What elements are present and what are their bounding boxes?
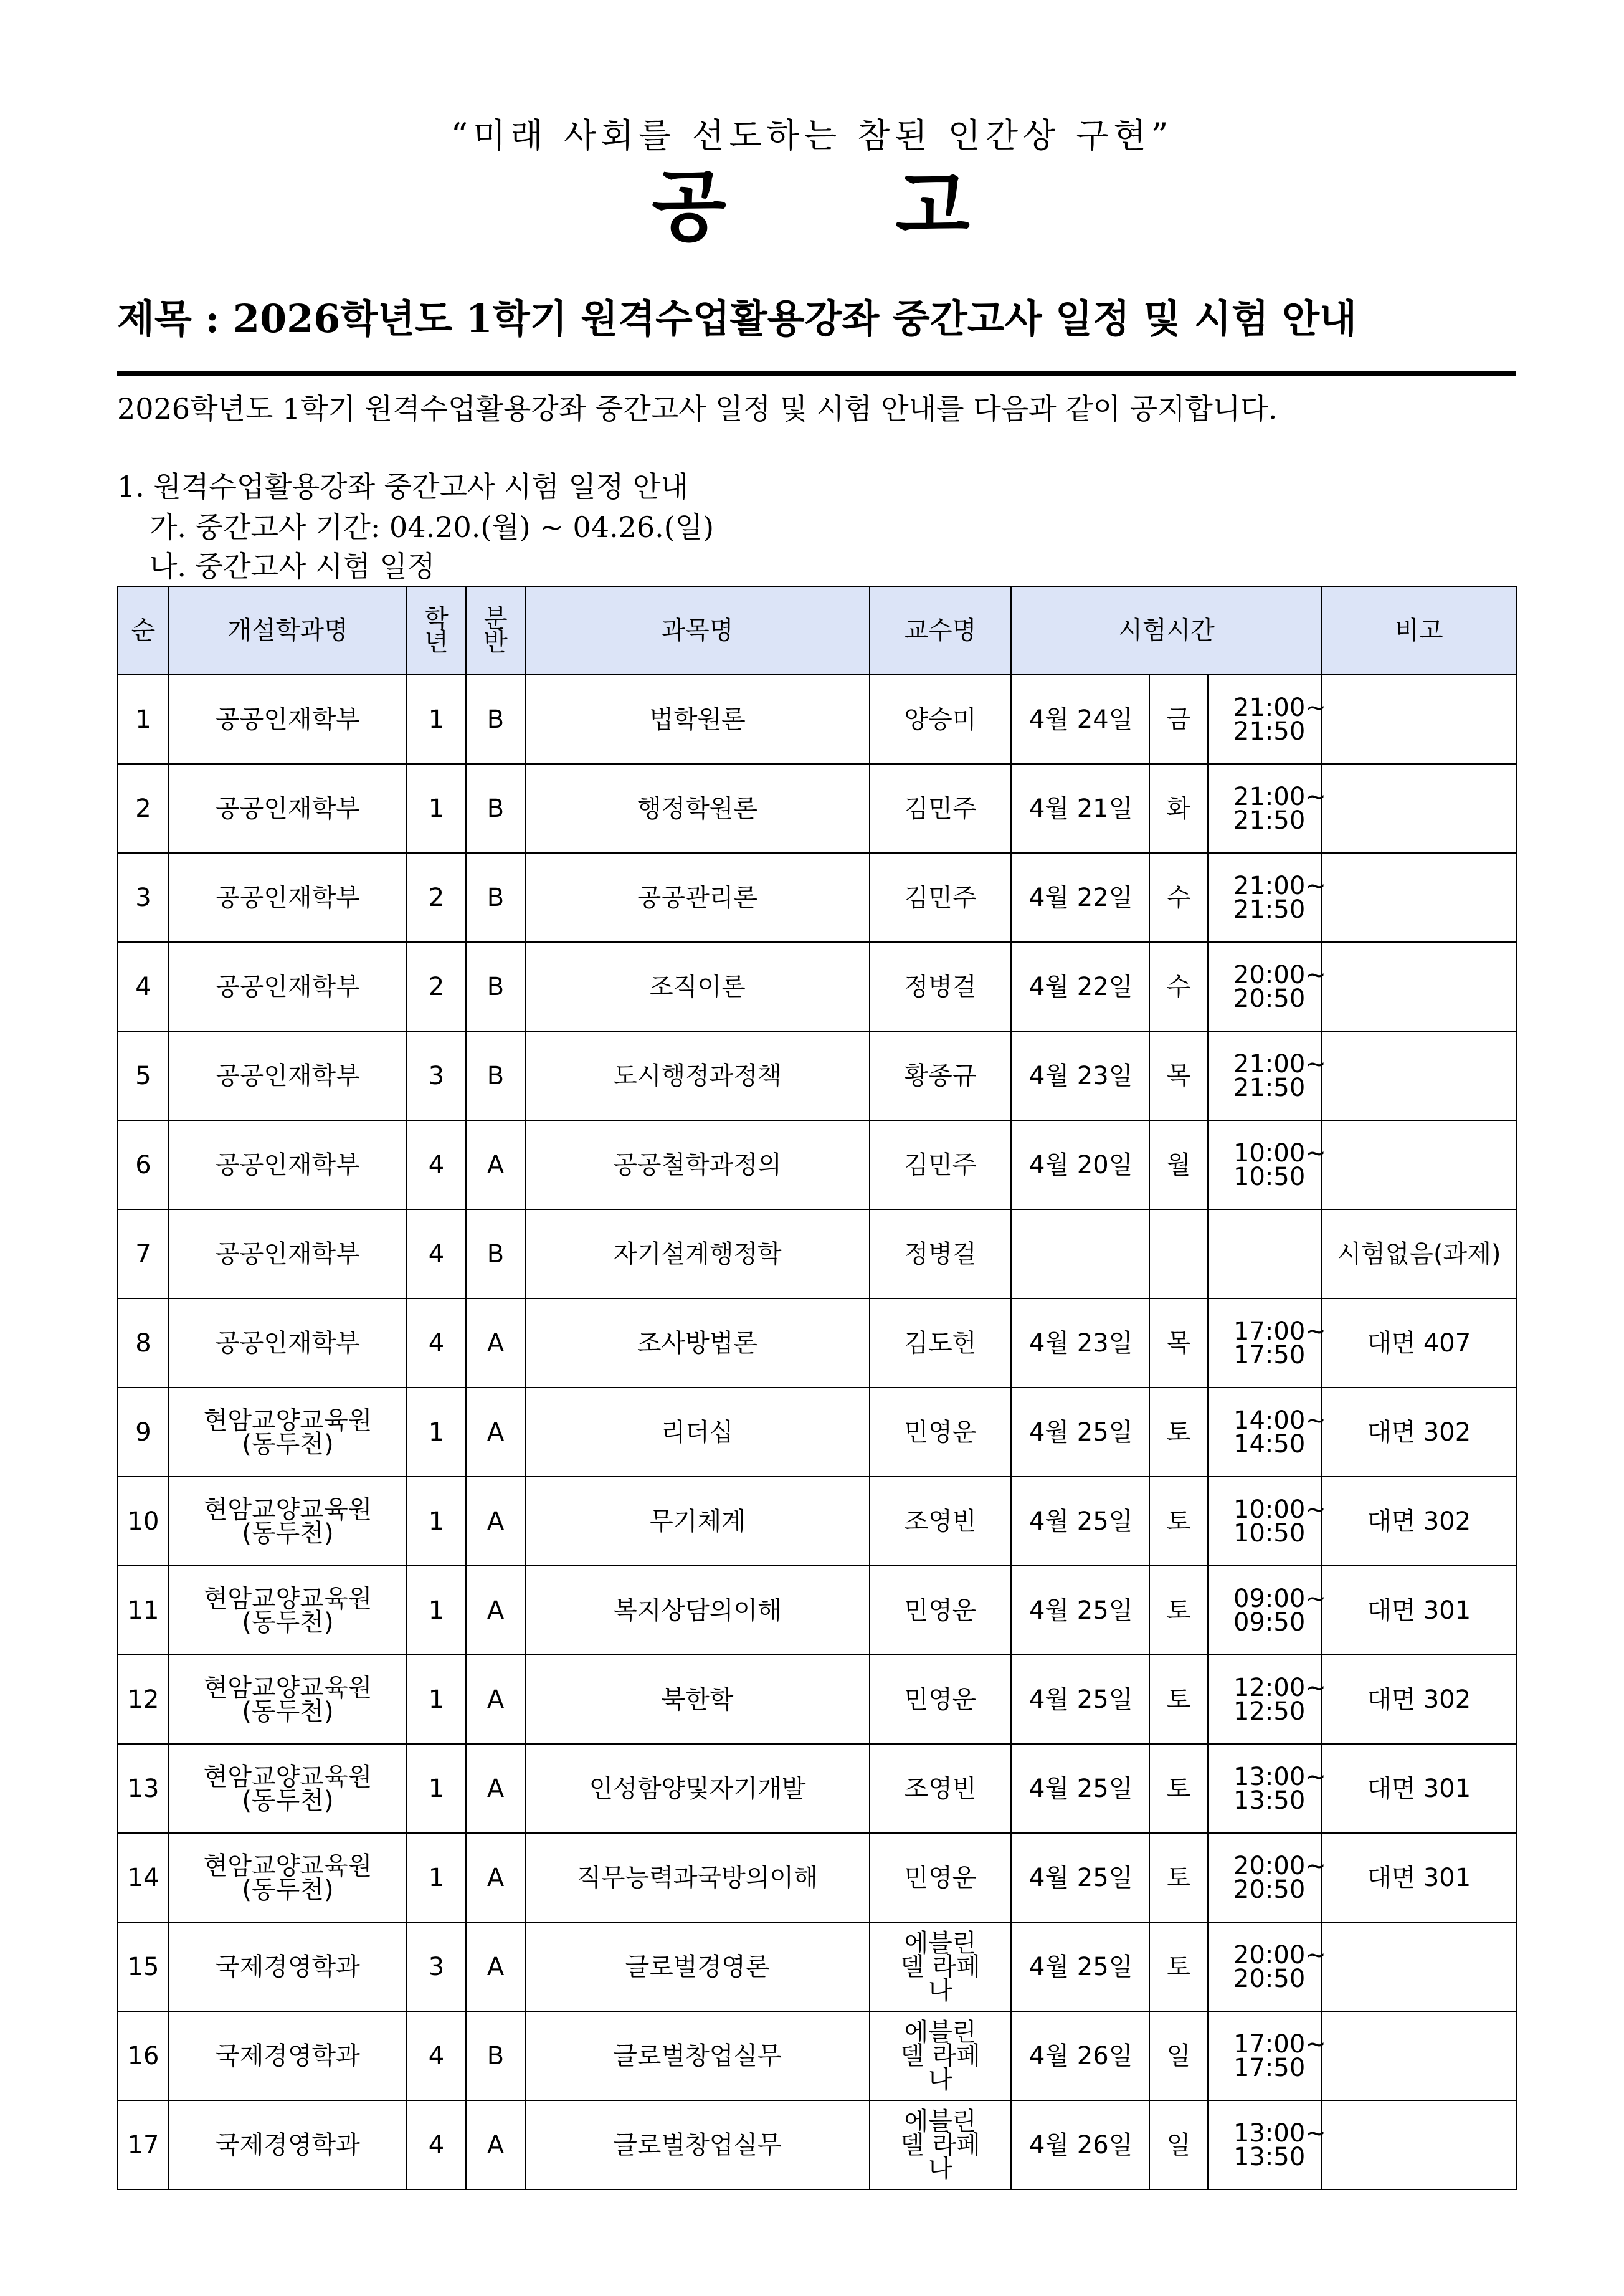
row-professor: 민영운 bbox=[870, 1833, 1011, 1922]
row-time: 10:00~ 10:50 bbox=[1208, 1120, 1322, 1209]
header-course: 과목명 bbox=[525, 586, 870, 675]
row-course: 리더십 bbox=[525, 1388, 870, 1477]
row-day: 토 bbox=[1149, 1922, 1208, 2011]
row-day: 금 bbox=[1149, 675, 1208, 764]
row-time: 12:00~ 12:50 bbox=[1208, 1655, 1322, 1744]
row-no: 8 bbox=[118, 1298, 169, 1388]
row-day: 수 bbox=[1149, 853, 1208, 942]
row-note: 대면 302 bbox=[1322, 1477, 1516, 1566]
header-section: 분반 bbox=[466, 586, 525, 675]
row-dept: 공공인재학부 bbox=[169, 942, 407, 1031]
row-day: 토 bbox=[1149, 1477, 1208, 1566]
row-note: 대면 302 bbox=[1322, 1655, 1516, 1744]
row-professor: 에블린델 라페나 bbox=[870, 2011, 1011, 2100]
row-day: 수 bbox=[1149, 942, 1208, 1031]
row-course: 행정학원론 bbox=[525, 764, 870, 853]
row-dept: 공공인재학부 bbox=[169, 764, 407, 853]
row-date: 4월 25일 bbox=[1011, 1655, 1149, 1744]
row-course: 조직이론 bbox=[525, 942, 870, 1031]
table-row bbox=[118, 1477, 1516, 1566]
row-section: A bbox=[466, 1388, 525, 1477]
row-note bbox=[1322, 1120, 1516, 1209]
exam-schedule-table bbox=[117, 586, 1517, 2190]
row-note bbox=[1322, 942, 1516, 1031]
row-time: 17:00~ 17:50 bbox=[1208, 2011, 1322, 2100]
row-note: 대면 302 bbox=[1322, 1388, 1516, 1477]
row-dept: 현암교양교육원 (동두천) bbox=[169, 1566, 407, 1655]
row-time: 14:00~ 14:50 bbox=[1208, 1388, 1322, 1477]
table-row bbox=[118, 1298, 1516, 1388]
table-row bbox=[118, 1209, 1516, 1298]
row-year: 1 bbox=[407, 675, 466, 764]
row-day: 토 bbox=[1149, 1388, 1208, 1477]
row-section: B bbox=[466, 942, 525, 1031]
row-note bbox=[1322, 675, 1516, 764]
row-professor: 민영운 bbox=[870, 1655, 1011, 1744]
row-no: 13 bbox=[118, 1744, 169, 1833]
row-year: 1 bbox=[407, 1744, 466, 1833]
row-note: 대면 301 bbox=[1322, 1744, 1516, 1833]
table-row bbox=[118, 1388, 1516, 1477]
row-year: 2 bbox=[407, 942, 466, 1031]
row-section: B bbox=[466, 675, 525, 764]
row-course: 무기체계 bbox=[525, 1477, 870, 1566]
table-row bbox=[118, 1120, 1516, 1209]
row-note bbox=[1322, 1922, 1516, 2011]
row-year: 4 bbox=[407, 1120, 466, 1209]
row-dept: 현암교양교육원 (동두천) bbox=[169, 1388, 407, 1477]
row-note bbox=[1322, 2011, 1516, 2100]
table-row bbox=[118, 1744, 1516, 1833]
row-dept: 현암교양교육원 (동두천) bbox=[169, 1655, 407, 1744]
page-title: 공 고 bbox=[652, 161, 972, 252]
row-note: 대면 407 bbox=[1322, 1298, 1516, 1388]
row-section: A bbox=[466, 1120, 525, 1209]
schedule-label: 나. 중간고사 시험 일정 bbox=[150, 550, 435, 583]
row-note: 대면 301 bbox=[1322, 1833, 1516, 1922]
row-time: 10:00~ 10:50 bbox=[1208, 1477, 1322, 1566]
row-no: 10 bbox=[118, 1477, 169, 1566]
row-dept: 공공인재학부 bbox=[169, 675, 407, 764]
row-year: 1 bbox=[407, 1566, 466, 1655]
row-year: 3 bbox=[407, 1922, 466, 2011]
row-section: A bbox=[466, 1922, 525, 2011]
row-no: 7 bbox=[118, 1209, 169, 1298]
row-no: 9 bbox=[118, 1388, 169, 1477]
row-professor: 정병걸 bbox=[870, 942, 1011, 1031]
row-course: 자기설계행정학 bbox=[525, 1209, 870, 1298]
row-professor: 황종규 bbox=[870, 1031, 1011, 1120]
row-time: 21:00~ 21:50 bbox=[1208, 853, 1322, 942]
row-no: 16 bbox=[118, 2011, 169, 2100]
header-dept: 개설학과명 bbox=[169, 586, 407, 675]
row-time: 21:00~ 21:50 bbox=[1208, 764, 1322, 853]
slogan: “미래 사회를 선도하는 참된 인간상 구현” bbox=[450, 116, 1174, 155]
row-professor: 조영빈 bbox=[870, 1744, 1011, 1833]
row-course: 복지상담의이해 bbox=[525, 1566, 870, 1655]
table-row bbox=[118, 1922, 1516, 2011]
row-section: B bbox=[466, 1209, 525, 1298]
row-professor: 김민주 bbox=[870, 853, 1011, 942]
row-no: 2 bbox=[118, 764, 169, 853]
row-date: 4월 25일 bbox=[1011, 1388, 1149, 1477]
row-year: 4 bbox=[407, 2011, 466, 2100]
row-dept: 공공인재학부 bbox=[169, 853, 407, 942]
row-no: 14 bbox=[118, 1833, 169, 1922]
row-section: B bbox=[466, 764, 525, 853]
row-dept: 국제경영학과 bbox=[169, 2011, 407, 2100]
row-course: 공공관리론 bbox=[525, 853, 870, 942]
row-course: 직무능력과국방의이해 bbox=[525, 1833, 870, 1922]
row-time: 17:00~ 17:50 bbox=[1208, 1298, 1322, 1388]
row-date: 4월 22일 bbox=[1011, 942, 1149, 1031]
row-year: 4 bbox=[407, 1298, 466, 1388]
row-date: 4월 22일 bbox=[1011, 853, 1149, 942]
row-day: 토 bbox=[1149, 1744, 1208, 1833]
row-professor: 에블린델 라페나 bbox=[870, 2100, 1011, 2189]
row-day: 화 bbox=[1149, 764, 1208, 853]
row-course: 도시행정과정책 bbox=[525, 1031, 870, 1120]
row-time: 09:00~ 09:50 bbox=[1208, 1566, 1322, 1655]
row-year: 1 bbox=[407, 1388, 466, 1477]
row-time bbox=[1208, 1209, 1322, 1298]
row-note: 시험없음(과제) bbox=[1322, 1209, 1516, 1298]
row-no: 6 bbox=[118, 1120, 169, 1209]
row-course: 북한학 bbox=[525, 1655, 870, 1744]
row-date: 4월 25일 bbox=[1011, 1833, 1149, 1922]
exam-period: 가. 중간고사 기간: 04.20.(월) ~ 04.26.(일) bbox=[150, 510, 715, 544]
header-professor: 교수명 bbox=[870, 586, 1011, 675]
row-no: 17 bbox=[118, 2100, 169, 2189]
row-dept: 국제경영학과 bbox=[169, 2100, 407, 2189]
row-date: 4월 25일 bbox=[1011, 1744, 1149, 1833]
table-row bbox=[118, 1566, 1516, 1655]
row-day: 목 bbox=[1149, 1031, 1208, 1120]
row-note bbox=[1322, 853, 1516, 942]
row-year: 1 bbox=[407, 1833, 466, 1922]
section-title: 1. 원격수업활용강좌 중간고사 시험 일정 안내 bbox=[117, 470, 688, 503]
row-no: 15 bbox=[118, 1922, 169, 2011]
row-dept: 공공인재학부 bbox=[169, 1031, 407, 1120]
row-section: B bbox=[466, 1031, 525, 1120]
row-professor: 에블린델 라페나 bbox=[870, 1922, 1011, 2011]
row-note bbox=[1322, 764, 1516, 853]
row-date: 4월 23일 bbox=[1011, 1298, 1149, 1388]
row-time: 21:00~ 21:50 bbox=[1208, 1031, 1322, 1120]
table-row bbox=[118, 853, 1516, 942]
row-year: 2 bbox=[407, 853, 466, 942]
table-row bbox=[118, 1031, 1516, 1120]
row-year: 1 bbox=[407, 1477, 466, 1566]
row-time: 20:00~ 20:50 bbox=[1208, 1922, 1322, 2011]
row-course: 공공철학과정의 bbox=[525, 1120, 870, 1209]
row-day: 일 bbox=[1149, 2011, 1208, 2100]
row-section: B bbox=[466, 2011, 525, 2100]
notice-subject: 제목 : 2026학년도 1학기 원격수업활용강좌 중간고사 일정 및 시험 안내 bbox=[117, 296, 1357, 341]
row-no: 1 bbox=[118, 675, 169, 764]
row-year: 1 bbox=[407, 764, 466, 853]
row-day: 월 bbox=[1149, 1120, 1208, 1209]
row-time: 13:00~ 13:50 bbox=[1208, 1744, 1322, 1833]
row-professor: 김민주 bbox=[870, 1120, 1011, 1209]
header-time: 시험시간 bbox=[1011, 586, 1322, 675]
row-date: 4월 26일 bbox=[1011, 2100, 1149, 2189]
row-year: 4 bbox=[407, 2100, 466, 2189]
row-day: 토 bbox=[1149, 1655, 1208, 1744]
row-no: 11 bbox=[118, 1566, 169, 1655]
row-time: 20:00~ 20:50 bbox=[1208, 942, 1322, 1031]
table-row bbox=[118, 675, 1516, 764]
row-year: 3 bbox=[407, 1031, 466, 1120]
row-no: 12 bbox=[118, 1655, 169, 1744]
table-row bbox=[118, 942, 1516, 1031]
row-section: B bbox=[466, 853, 525, 942]
row-section: A bbox=[466, 1655, 525, 1744]
row-course: 글로벌창업실무 bbox=[525, 2100, 870, 2189]
title-divider bbox=[117, 371, 1516, 376]
row-section: A bbox=[466, 1298, 525, 1388]
table-row bbox=[118, 1655, 1516, 1744]
row-course: 인성함양및자기개발 bbox=[525, 1744, 870, 1833]
row-course: 글로벌창업실무 bbox=[525, 2011, 870, 2100]
row-professor: 정병걸 bbox=[870, 1209, 1011, 1298]
intro-text: 2026학년도 1학기 원격수업활용강좌 중간고사 일정 및 시험 안내를 다음과 같이 공지합니다. bbox=[117, 392, 1278, 426]
row-section: A bbox=[466, 1477, 525, 1566]
row-dept: 공공인재학부 bbox=[169, 1209, 407, 1298]
row-dept: 현암교양교육원 (동두천) bbox=[169, 1477, 407, 1566]
row-day: 토 bbox=[1149, 1833, 1208, 1922]
row-date: 4월 25일 bbox=[1011, 1922, 1149, 2011]
header-no: 순 bbox=[118, 586, 169, 675]
row-no: 5 bbox=[118, 1031, 169, 1120]
row-professor: 김민주 bbox=[870, 764, 1011, 853]
row-date: 4월 25일 bbox=[1011, 1477, 1149, 1566]
table-row bbox=[118, 764, 1516, 853]
header-year: 학년 bbox=[407, 586, 466, 675]
row-professor: 김도헌 bbox=[870, 1298, 1011, 1388]
row-time: 13:00~ 13:50 bbox=[1208, 2100, 1322, 2189]
row-day: 일 bbox=[1149, 2100, 1208, 2189]
row-professor: 민영운 bbox=[870, 1566, 1011, 1655]
row-course: 글로벌경영론 bbox=[525, 1922, 870, 2011]
row-dept: 공공인재학부 bbox=[169, 1298, 407, 1388]
row-date: 4월 20일 bbox=[1011, 1120, 1149, 1209]
table-row bbox=[118, 2011, 1516, 2100]
row-year: 4 bbox=[407, 1209, 466, 1298]
row-dept: 현암교양교육원 (동두천) bbox=[169, 1833, 407, 1922]
table-row bbox=[118, 2100, 1516, 2189]
row-section: A bbox=[466, 1566, 525, 1655]
row-course: 법학원론 bbox=[525, 675, 870, 764]
row-section: A bbox=[466, 1744, 525, 1833]
row-dept: 공공인재학부 bbox=[169, 1120, 407, 1209]
row-date: 4월 23일 bbox=[1011, 1031, 1149, 1120]
row-course: 조사방법론 bbox=[525, 1298, 870, 1388]
row-section: A bbox=[466, 1833, 525, 1922]
row-note bbox=[1322, 2100, 1516, 2189]
row-professor: 조영빈 bbox=[870, 1477, 1011, 1566]
row-date: 4월 21일 bbox=[1011, 764, 1149, 853]
row-note bbox=[1322, 1031, 1516, 1120]
row-date: 4월 25일 bbox=[1011, 1566, 1149, 1655]
row-professor: 양승미 bbox=[870, 675, 1011, 764]
row-no: 3 bbox=[118, 853, 169, 942]
row-dept: 현암교양교육원 (동두천) bbox=[169, 1744, 407, 1833]
row-section: A bbox=[466, 2100, 525, 2189]
table-row bbox=[118, 1833, 1516, 1922]
row-day: 목 bbox=[1149, 1298, 1208, 1388]
row-no: 4 bbox=[118, 942, 169, 1031]
row-date bbox=[1011, 1209, 1149, 1298]
row-time: 20:00~ 20:50 bbox=[1208, 1833, 1322, 1922]
row-day bbox=[1149, 1209, 1208, 1298]
row-date: 4월 24일 bbox=[1011, 675, 1149, 764]
row-note: 대면 301 bbox=[1322, 1566, 1516, 1655]
row-date: 4월 26일 bbox=[1011, 2011, 1149, 2100]
row-day: 토 bbox=[1149, 1566, 1208, 1655]
header-note: 비고 bbox=[1322, 586, 1516, 675]
table-header-row bbox=[118, 586, 1516, 675]
row-professor: 민영운 bbox=[870, 1388, 1011, 1477]
row-year: 1 bbox=[407, 1655, 466, 1744]
row-dept: 국제경영학과 bbox=[169, 1922, 407, 2011]
row-time: 21:00~ 21:50 bbox=[1208, 675, 1322, 764]
